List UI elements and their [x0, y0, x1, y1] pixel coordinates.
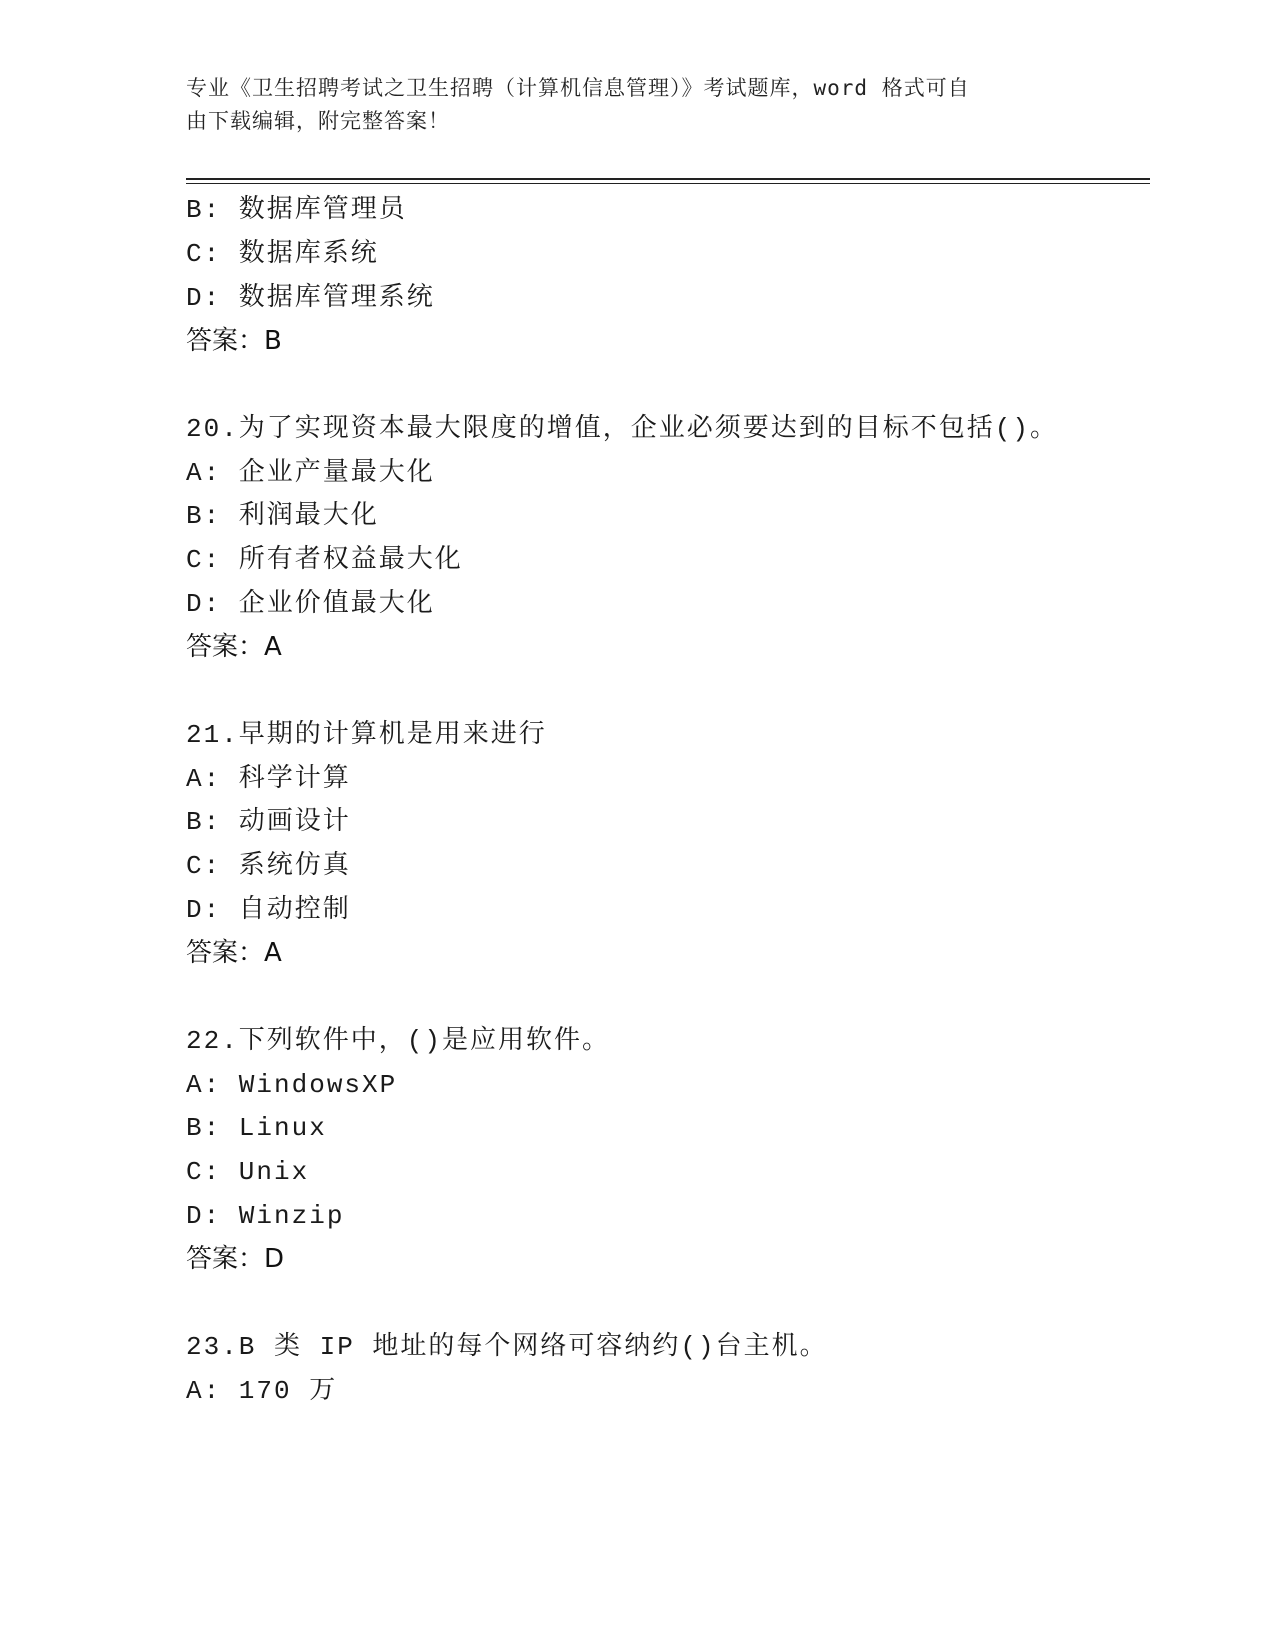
q19-option-d: D: 数据库管理系统	[186, 283, 435, 313]
q22-stem: 22.下列软件中，()是应用软件。	[186, 1026, 611, 1056]
q22-option-b: B: Linux	[186, 1113, 327, 1143]
header-line-1: 专业《卫生招聘考试之卫生招聘（计算机信息管理）》考试题库，word 格式可自	[186, 76, 970, 100]
q20-option-b: B: 利润最大化	[186, 501, 379, 531]
q20-stem: 20.为了实现资本最大限度的增值，企业必须要达到的目标不包括()。	[186, 414, 1059, 444]
header-divider-thin	[186, 183, 1150, 184]
header-divider-thick	[186, 178, 1150, 180]
q22-option-c: C: Unix	[186, 1157, 310, 1187]
q21-option-a: A: 科学计算	[186, 764, 351, 794]
q22-option-d: D: Winzip	[186, 1201, 345, 1231]
q21-option-b: B: 动画设计	[186, 807, 351, 837]
q21-option-d: D: 自动控制	[186, 895, 351, 925]
q20-option-d: D: 企业价值最大化	[186, 589, 435, 619]
q22-option-a: A: WindowsXP	[186, 1070, 398, 1100]
q20-option-c: C: 所有者权益最大化	[186, 545, 463, 575]
document-header	[186, 72, 1066, 138]
q22-answer: 答案：D	[186, 1244, 285, 1274]
q21-stem: 21.早期的计算机是用来进行	[186, 720, 547, 750]
header-line-2: 由下载编辑，附完整答案！	[186, 109, 450, 133]
q19-answer: 答案：B	[186, 326, 282, 356]
q23-option-a: A: 170 万	[186, 1376, 338, 1406]
q23-stem: 23.B 类 IP 地址的每个网络可容纳约()台主机。	[186, 1332, 828, 1362]
q21-option-c: C: 系统仿真	[186, 851, 351, 881]
q21-answer: 答案：A	[186, 938, 282, 968]
q20-option-a: A: 企业产量最大化	[186, 458, 435, 488]
q20-answer: 答案：A	[186, 632, 282, 662]
q19-option-b: B: 数据库管理员	[186, 195, 407, 225]
q19-option-c: C: 数据库系统	[186, 239, 379, 269]
